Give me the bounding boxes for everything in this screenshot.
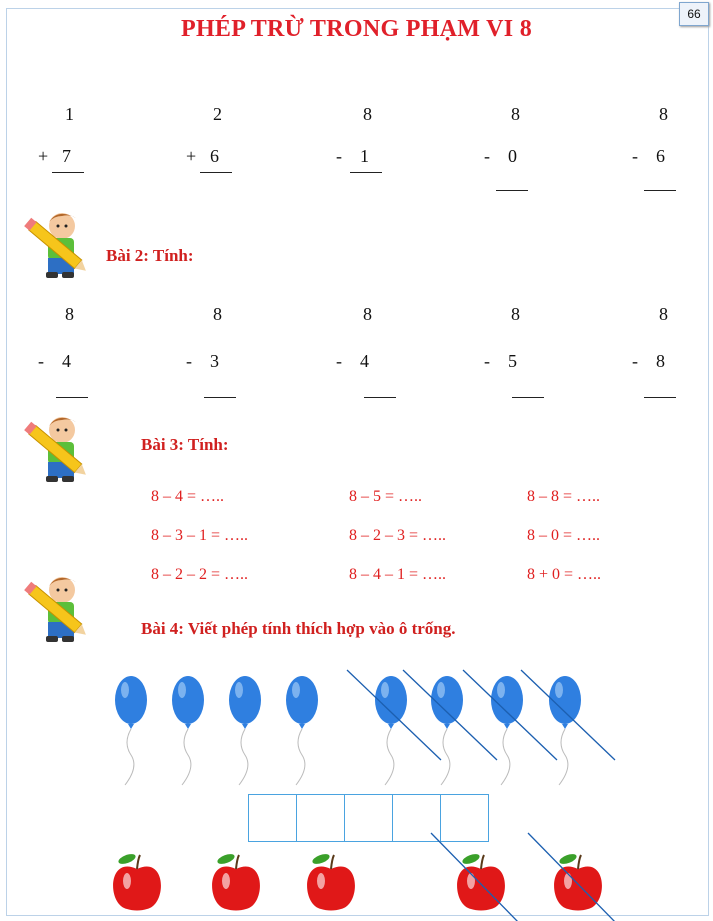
balloon-icon bbox=[172, 676, 204, 785]
problem-operator: + bbox=[186, 146, 197, 166]
apple-icon bbox=[113, 852, 161, 910]
problem-operator: - bbox=[336, 351, 342, 371]
problem-bottom-number: 5 bbox=[508, 351, 517, 371]
problem-top-number: 8 bbox=[65, 304, 74, 324]
apple-icon bbox=[212, 852, 260, 910]
problem-top-number: 1 bbox=[65, 104, 74, 124]
balloon-icon bbox=[491, 676, 523, 785]
answer-line bbox=[644, 397, 676, 398]
problem-top-number: 8 bbox=[363, 104, 372, 124]
exercise-3-expression: 8 – 0 = ….. bbox=[527, 527, 601, 544]
problem-bottom-number: 6 bbox=[210, 146, 219, 166]
exercise-3-expression: 8 – 4 = ….. bbox=[151, 488, 225, 505]
exercise-3-expression: 8 – 4 – 1 = ….. bbox=[349, 566, 447, 583]
problem-bottom-number: 3 bbox=[210, 351, 219, 371]
problem-bottom-number: 8 bbox=[656, 351, 665, 371]
problem-operator: - bbox=[632, 146, 638, 166]
kid-pencil-icon bbox=[18, 412, 98, 492]
problem-top-number: 2 bbox=[213, 104, 222, 124]
balloon-icon bbox=[229, 676, 261, 785]
problem-operator: - bbox=[484, 351, 490, 371]
exercise-2-heading: Bài 2: Tính: bbox=[106, 246, 194, 265]
problem-top-number: 8 bbox=[659, 104, 668, 124]
kid-pencil-icon bbox=[18, 572, 98, 652]
answer-line bbox=[644, 190, 676, 191]
page-title: PHÉP TRỪ TRONG PHẠM VI 8 bbox=[180, 16, 532, 42]
exercise-3-heading: Bài 3: Tính: bbox=[141, 435, 229, 454]
balloon-icon bbox=[549, 676, 581, 785]
page-number: 66 bbox=[679, 2, 709, 26]
exercise-3-expression: 8 – 2 – 3 = ….. bbox=[349, 527, 447, 544]
apples-illustration bbox=[0, 825, 713, 921]
problem-top-number: 8 bbox=[659, 304, 668, 324]
apple-icon bbox=[307, 852, 355, 910]
problem-top-number: 8 bbox=[511, 104, 520, 124]
kid-pencil-icon bbox=[18, 208, 98, 288]
answer-line bbox=[200, 172, 232, 173]
exercise-3-expression: 8 – 8 = ….. bbox=[527, 488, 601, 505]
problem-operator: - bbox=[632, 351, 638, 371]
problem-operator: - bbox=[484, 146, 490, 166]
exercise-3-expression: 8 – 2 – 2 = ….. bbox=[151, 566, 249, 583]
answer-line bbox=[512, 397, 544, 398]
answer-line bbox=[52, 172, 84, 173]
problem-operator: - bbox=[38, 351, 44, 371]
balloon-icon bbox=[431, 676, 463, 785]
problem-bottom-number: 0 bbox=[508, 146, 517, 166]
balloon-icon bbox=[375, 676, 407, 785]
answer-line bbox=[496, 190, 528, 191]
problem-operator: + bbox=[38, 146, 49, 166]
problem-operator: - bbox=[336, 146, 342, 166]
problem-bottom-number: 4 bbox=[62, 351, 71, 371]
problem-bottom-number: 1 bbox=[360, 146, 369, 166]
problem-top-number: 8 bbox=[511, 304, 520, 324]
answer-line bbox=[350, 172, 382, 173]
exercise-3-expression: 8 + 0 = ….. bbox=[527, 566, 602, 583]
balloon-icon bbox=[115, 676, 147, 785]
problem-operator: - bbox=[186, 351, 192, 371]
exercise-4-heading: Bài 4: Viết phép tính thích hợp vào ô trống. bbox=[141, 619, 456, 638]
problem-bottom-number: 4 bbox=[360, 351, 369, 371]
balloons-illustration bbox=[0, 660, 713, 790]
answer-line bbox=[204, 397, 236, 398]
problem-bottom-number: 6 bbox=[656, 146, 665, 166]
answer-line bbox=[364, 397, 396, 398]
exercise-3-expression: 8 – 3 – 1 = ….. bbox=[151, 527, 249, 544]
problem-top-number: 8 bbox=[213, 304, 222, 324]
problem-bottom-number: 7 bbox=[62, 146, 71, 166]
answer-line bbox=[56, 397, 88, 398]
balloon-icon bbox=[286, 676, 318, 785]
problem-top-number: 8 bbox=[363, 304, 372, 324]
exercise-3-expression: 8 – 5 = ….. bbox=[349, 488, 423, 505]
